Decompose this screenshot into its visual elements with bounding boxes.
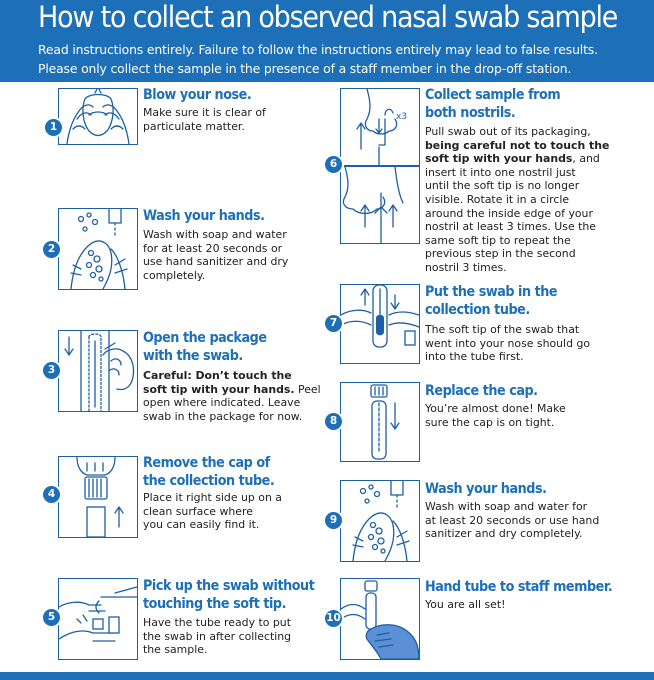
handoff-tube-icon: [340, 578, 420, 660]
step-body: Careful: Don’t touch the soft tip with your hands. Peel open where indicated. Leave swab in the package for now.: [143, 369, 321, 423]
step-body: Wash with soap and water for at least 20 seconds or use hand sanitizer and dry completely.: [143, 228, 289, 282]
swab-package-icon: [58, 330, 138, 412]
step-body: You are all set!: [425, 598, 506, 611]
nostril-swab-icon: [340, 88, 420, 166]
step-number-badge: 4: [43, 486, 60, 503]
page-title: How to collect an observed nasal swab sample: [38, 0, 618, 34]
step-title: Wash your hands.: [425, 481, 547, 497]
step-title: Wash your hands.: [143, 208, 265, 224]
subtitle-line-2: Please only collect the sample in the presence of a staff member in the drop-off station.: [38, 61, 572, 76]
step-body: Make sure it is clear of particulate matter.: [143, 106, 266, 133]
tube-cap-icon: [58, 456, 138, 538]
step-body: Wash with soap and water for at least 20 seconds or use hand sanitizer and dry completely.: [425, 500, 600, 541]
step-number-badge: 3: [43, 362, 60, 379]
step-number-badge: 7: [325, 315, 342, 332]
step-number-badge: 10: [325, 610, 342, 627]
step-number-badge: 2: [43, 241, 60, 258]
tissue-nose-icon: [58, 88, 138, 145]
header-banner: [0, 0, 654, 82]
hand-washing-icon: [58, 208, 138, 290]
step-title: Put the swab in the collection tube.: [425, 284, 558, 318]
step-title: Collect sample from both nostrils.: [425, 87, 561, 121]
step-body: Have the tube ready to put the swab in after collecting the sample.: [143, 616, 292, 657]
replace-cap-icon: [340, 382, 420, 462]
step-body: Place it right side up on a clean surface where you can easily find it.: [143, 491, 282, 532]
step-number-badge: 6: [325, 156, 342, 173]
swab-into-tube-icon: [340, 284, 420, 364]
step-number-badge: 8: [325, 413, 342, 430]
step-title: Replace the cap.: [425, 383, 538, 399]
step-body: The soft tip of the swab that went into your nose should go into the tube first.: [425, 323, 591, 364]
footer-bar: [0, 672, 654, 680]
rotation-count-label: x3: [396, 112, 408, 122]
step-title: Blow your nose.: [143, 87, 252, 103]
hand-washing-icon: [340, 480, 420, 562]
step-number-badge: 1: [45, 119, 62, 136]
step-number-badge: 9: [325, 512, 342, 529]
step-title: Pick up the swab without touching the soft tip.: [143, 578, 315, 612]
pick-up-swab-icon: [58, 578, 138, 660]
step-title: Open the package with the swab.: [143, 330, 267, 364]
step-title: Hand tube to staff member.: [425, 579, 613, 595]
step-body: Pull swab out of its packaging, being careful not to touch the soft tip with your hands, and insert it into one nostril just until the soft tip is no longer visible. Rotate it in a circle around the inside edge of your nostril at least 3 times. Use the same soft tip to repeat the previous step in the second nostril 3 times.: [425, 125, 610, 274]
subtitle-line-1: Read instructions entirely. Failure to follow the instructions entirely may lead to false results.: [38, 42, 598, 57]
nostril-swab-detail-icon: [340, 166, 420, 244]
step-number-badge: 5: [43, 609, 60, 626]
step-body: You’re almost done! Make sure the cap is on tight.: [425, 402, 566, 429]
step-title: Remove the cap of the collection tube.: [143, 455, 275, 489]
